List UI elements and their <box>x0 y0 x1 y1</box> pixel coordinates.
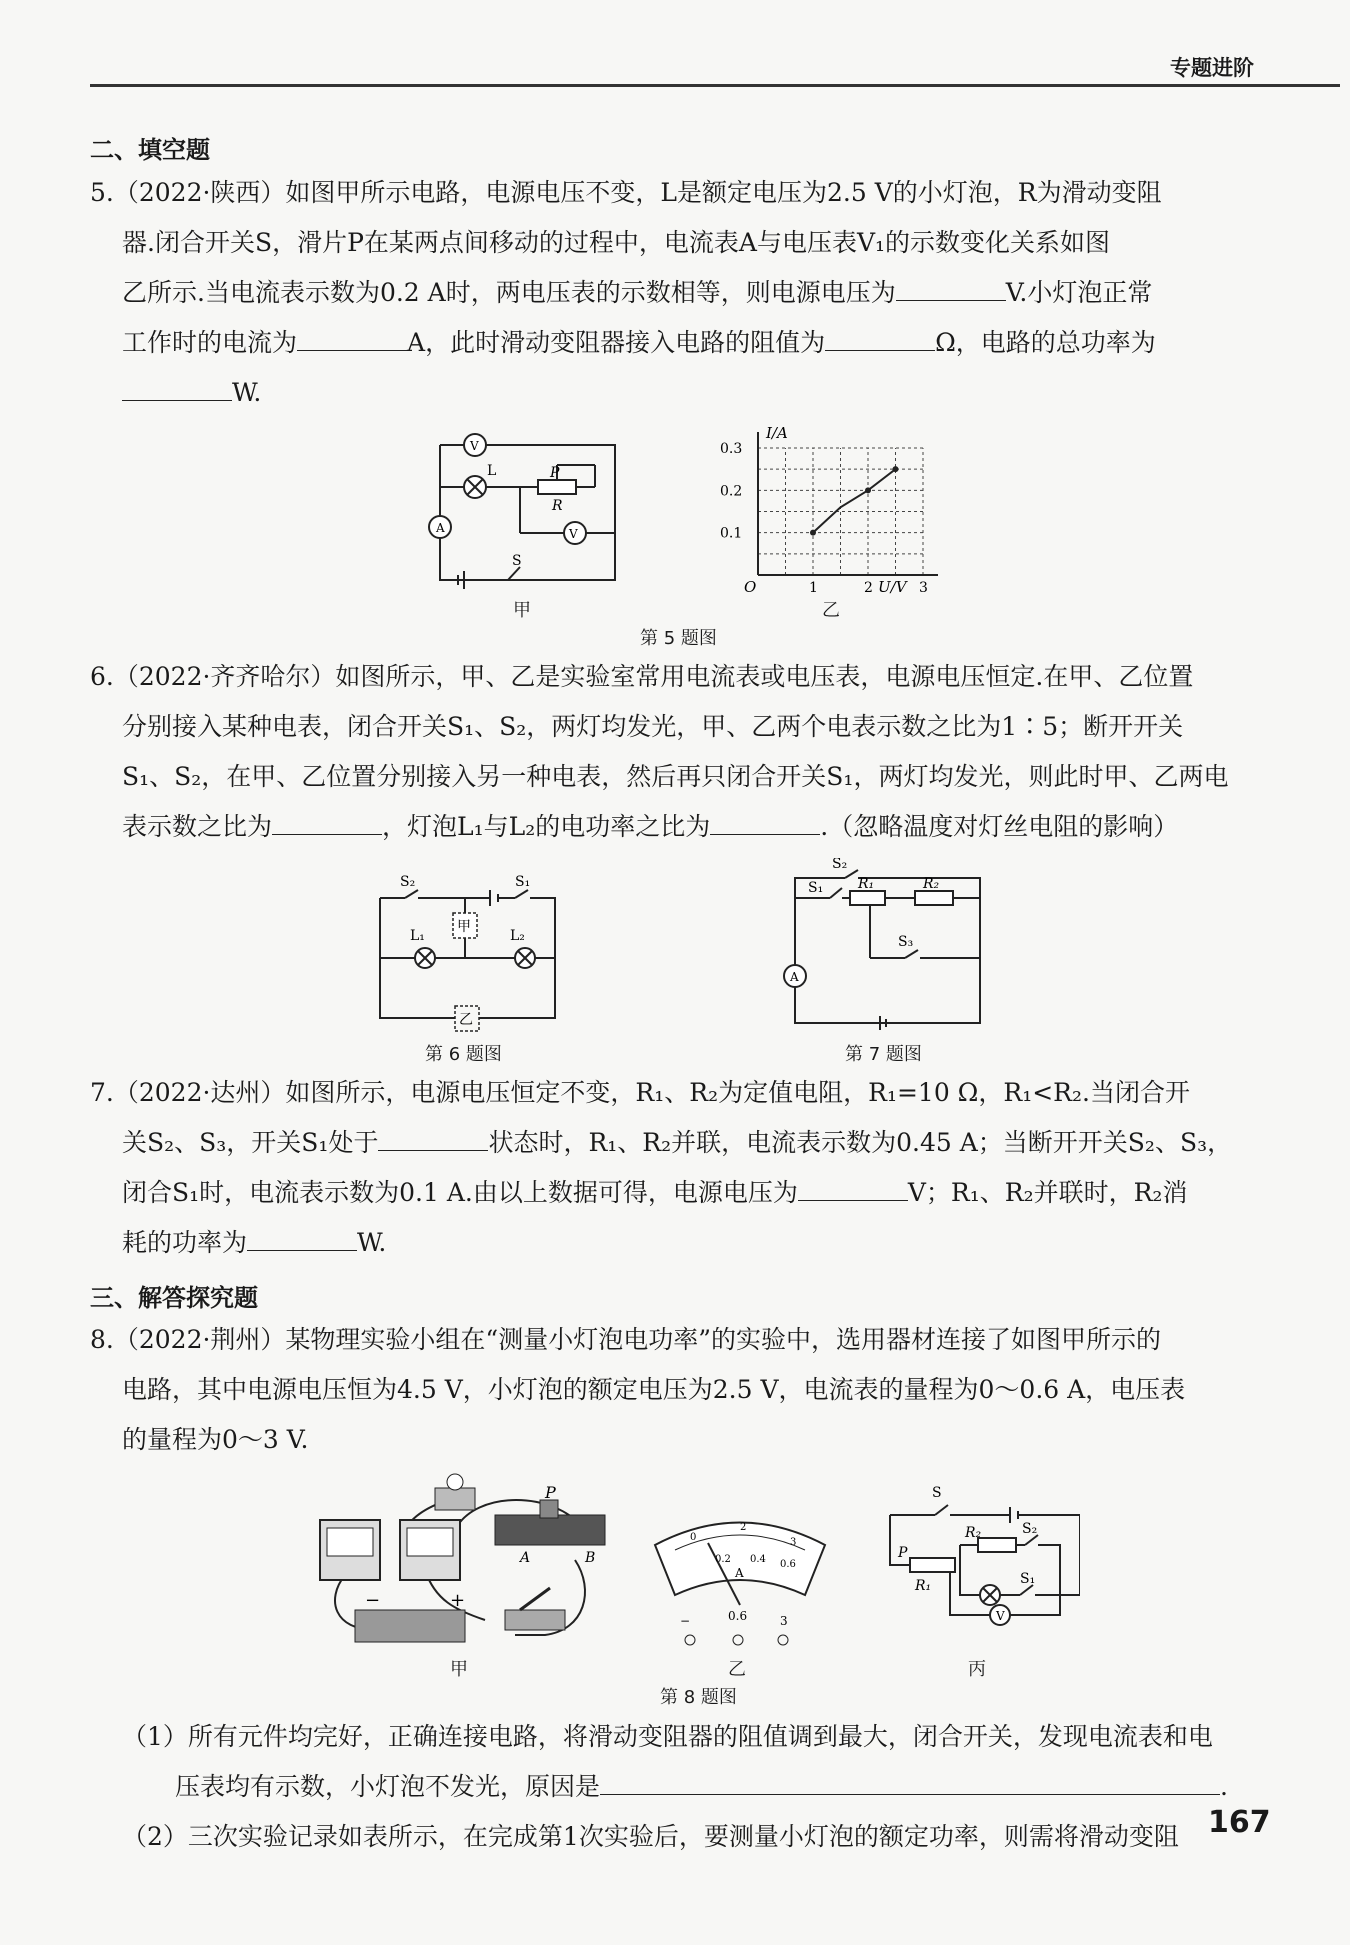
question-5 <box>90 168 1270 418</box>
svg-text:A: A <box>735 1566 744 1580</box>
svg-text:3: 3 <box>790 1537 797 1548</box>
q6-caption: 第 6 题图 <box>425 1044 502 1065</box>
data-point <box>810 530 816 536</box>
q7-line: 闭合S₁时，电流表示数为0.1 A.由以上数据可得，电源电压为 V；R₁、R₂并联时，R₂消 <box>90 1168 1270 1218</box>
q7-line: 耗的功率为 W. <box>90 1218 1270 1268</box>
y-axis-label: I/A <box>766 424 788 442</box>
answer-blank[interactable] <box>247 1224 357 1251</box>
data-point <box>865 487 871 493</box>
y-tick-label: 0.1 <box>720 525 743 542</box>
svg-text:S₂: S₂ <box>832 858 848 872</box>
q8-fig-b-label: 乙 <box>728 1659 746 1680</box>
svg-text:S₁: S₁ <box>808 880 824 896</box>
q7-line: 关S₂、S₃，开关S₁处于 状态时，R₁、R₂并联，电流表示数为0.45 A；当断开开关S₂、S₃， <box>90 1118 1270 1168</box>
svg-text:3: 3 <box>780 1614 788 1628</box>
svg-text:S: S <box>512 553 522 569</box>
svg-text:0.2: 0.2 <box>715 1554 731 1565</box>
q5-line: 器.闭合开关S，滑片P在某两点间移动的过程中，电流表A与电压表V₁的示数变化关系如图 <box>122 228 1111 257</box>
q5-circuit-diagram <box>420 425 625 615</box>
question-8-parts <box>90 1712 1270 1862</box>
svg-text:R₁: R₁ <box>915 1578 932 1594</box>
q8-ammeter-dial <box>650 1505 830 1665</box>
q5-fig-a-label: 甲 <box>513 600 531 621</box>
q8-sub-line: （1）所有元件均完好，正确连接电路，将滑动变阻器的阻值调到最大，闭合开关，发现电流表和电 <box>122 1722 1213 1751</box>
svg-text:R₂: R₂ <box>923 876 940 892</box>
x-tick-label: 2 <box>864 580 873 595</box>
q8-line: 电路，其中电源电压恒为4.5 V，小灯泡的额定电压为2.5 V，电流表的量程为0～0.6 A，电压表 <box>122 1375 1186 1404</box>
answer-blank[interactable] <box>710 808 820 835</box>
svg-text:A: A <box>520 1550 531 1566</box>
answer-blank[interactable] <box>272 808 382 835</box>
q5-line: W. <box>90 368 1270 418</box>
q6-line: 6.（2022·齐齐哈尔）如图所示，甲、乙是实验室常用电流表或电压表，电源电压恒定.在甲、乙位置 <box>90 662 1194 691</box>
svg-text:R₁: R₁ <box>858 876 875 892</box>
section-tag: 专题进阶 <box>1170 56 1254 80</box>
q5-caption: 第 5 题图 <box>640 628 717 649</box>
q8-fig-a-label: 甲 <box>450 1659 468 1680</box>
svg-text:S₁: S₁ <box>515 874 531 890</box>
q5-line: 工作时的电流为 A，此时滑动变阻器接入电路的阻值为 Ω，电路的总功率为 <box>90 318 1270 368</box>
svg-text:+: + <box>450 1590 466 1611</box>
svg-text:P: P <box>550 465 560 481</box>
q8-fig-c-label: 丙 <box>968 1659 986 1680</box>
svg-text:S₂: S₂ <box>400 874 416 890</box>
svg-text:V: V <box>569 527 578 541</box>
data-point <box>893 466 899 472</box>
svg-text:乙: 乙 <box>459 1012 473 1028</box>
q5-fig-b-label: 乙 <box>822 600 840 621</box>
svg-text:V: V <box>470 439 479 453</box>
header-rule <box>90 84 1340 87</box>
q8-caption: 第 8 题图 <box>660 1687 737 1708</box>
svg-text:甲: 甲 <box>457 919 471 935</box>
answer-blank[interactable] <box>378 1124 488 1151</box>
svg-text:0.6: 0.6 <box>728 1609 748 1623</box>
q8-line: 的量程为0～3 V. <box>122 1425 309 1454</box>
svg-text:0.4: 0.4 <box>750 1554 766 1565</box>
origin-label: O <box>744 578 757 595</box>
svg-text:S₂: S₂ <box>1022 1521 1038 1537</box>
page-number: 167 <box>1208 1805 1271 1840</box>
q7-caption: 第 7 题图 <box>845 1044 922 1065</box>
x-tick-label: 1 <box>809 580 818 595</box>
answer-blank[interactable] <box>122 374 232 401</box>
svg-text:2: 2 <box>740 1522 747 1533</box>
q6-line: 分别接入某种电表，闭合开关S₁、S₂，两灯均发光，甲、乙两个电表示数之比为1∶5；断开开关 <box>122 712 1184 741</box>
svg-text:A: A <box>436 521 445 535</box>
svg-text:−: − <box>680 1614 691 1628</box>
question-8 <box>90 1315 1270 1465</box>
q6-line: S₁、S₂，在甲、乙位置分别接入另一种电表，然后再只闭合开关S₁，两灯均发光，则此时甲、乙两电 <box>122 762 1229 791</box>
q7-line: 7.（2022·达州）如图所示，电源电压恒定不变，R₁、R₂为定值电阻，R₁=10 Ω，R₁<R₂.当闭合开 <box>90 1078 1190 1107</box>
svg-text:P: P <box>545 1483 556 1502</box>
y-tick-label: 0.3 <box>720 441 743 457</box>
answer-blank[interactable] <box>825 324 935 351</box>
q5-iu-graph <box>718 420 948 595</box>
question-6 <box>90 652 1270 852</box>
y-tick-label: 0.2 <box>720 483 743 500</box>
q8-apparatus-illustration <box>315 1470 615 1650</box>
q8-circuit-diagram <box>880 1485 1080 1650</box>
q5-line: 乙所示.当电流表示数为0.2 A时，两电压表的示数相等，则电源电压为 V.小灯泡正常 <box>90 268 1270 318</box>
answer-blank[interactable] <box>297 324 407 351</box>
svg-text:R₂: R₂ <box>965 1525 982 1541</box>
svg-text:B: B <box>585 1550 596 1566</box>
q6-circuit-diagram <box>370 868 570 1038</box>
answer-blank[interactable] <box>896 274 1006 301</box>
svg-text:0.6: 0.6 <box>780 1559 796 1570</box>
svg-text:L: L <box>487 463 497 479</box>
x-axis-label: U/V <box>878 578 907 595</box>
answer-blank[interactable] <box>600 1768 1220 1795</box>
x-tick-label: 3 <box>919 580 928 595</box>
svg-text:A: A <box>790 970 799 984</box>
question-7 <box>90 1068 1270 1268</box>
svg-text:L₂: L₂ <box>510 928 525 944</box>
svg-text:L₁: L₁ <box>410 928 425 944</box>
section-heading-fill: 二、填空题 <box>90 136 210 164</box>
svg-text:R: R <box>552 498 563 514</box>
q8-line: 8.（2022·荆州）某物理实验小组在“测量小灯泡电功率”的实验中，选用器材连接了如图甲所示的 <box>90 1325 1161 1354</box>
svg-text:S: S <box>932 1485 942 1501</box>
iu-curve <box>813 469 896 533</box>
answer-blank[interactable] <box>798 1174 908 1201</box>
svg-text:V: V <box>996 1609 1005 1623</box>
svg-text:S₃: S₃ <box>898 934 914 950</box>
q8-sub-line: （2）三次实验记录如表所示，在完成第1次实验后，要测量小灯泡的额定功率，则需将滑动变阻 <box>122 1822 1179 1851</box>
q5-line: 5.（2022·陕西）如图甲所示电路，电源电压不变，L是额定电压为2.5 V的小灯泡，R为滑动变阻 <box>90 178 1162 207</box>
svg-text:P: P <box>898 1545 908 1561</box>
svg-text:S₁: S₁ <box>1020 1571 1036 1587</box>
q6-line: 表示数之比为 ，灯泡L₁与L₂的电功率之比为 .（忽略温度对灯丝电阻的影响） <box>90 802 1270 852</box>
section-heading-answer: 三、解答探究题 <box>90 1284 258 1312</box>
svg-text:0: 0 <box>690 1532 697 1543</box>
svg-text:−: − <box>365 1590 381 1611</box>
q8-sub-line: 压表均有示数，小灯泡不发光，原因是 . <box>90 1762 1270 1812</box>
q7-circuit-diagram <box>780 858 1000 1033</box>
